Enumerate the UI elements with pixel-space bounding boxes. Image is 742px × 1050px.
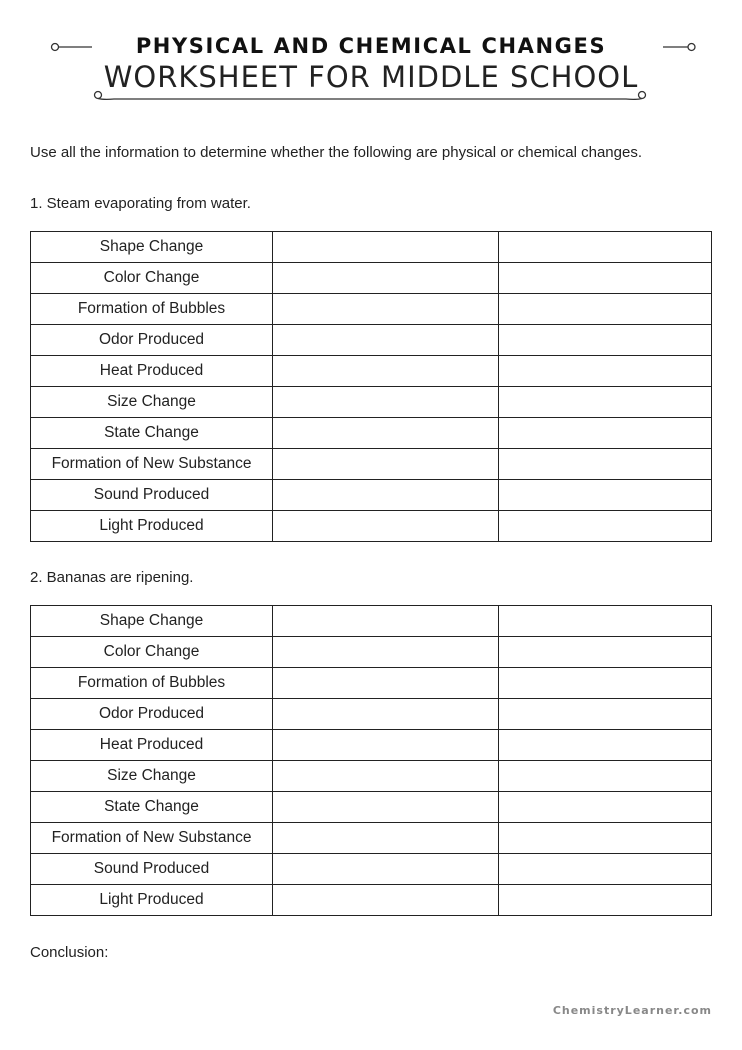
- table-row: [31, 418, 712, 449]
- question-1-table: [30, 231, 712, 542]
- answer-cell[interactable]: [273, 356, 499, 387]
- answer-cell[interactable]: [273, 668, 499, 699]
- criteria-label: Size Change: [31, 387, 273, 418]
- criteria-label: Shape Change: [31, 232, 273, 263]
- criteria-label: Formation of New Substance: [31, 823, 273, 854]
- answer-cell[interactable]: [499, 761, 712, 792]
- answer-cell[interactable]: [273, 294, 499, 325]
- criteria-label: Size Change: [31, 761, 273, 792]
- table-row: [31, 325, 712, 356]
- instructions-text: Use all the information to determine whether the following are physical or chemical changes.: [30, 144, 642, 161]
- answer-cell[interactable]: [273, 637, 499, 668]
- answer-cell[interactable]: [499, 480, 712, 511]
- table-row: [31, 606, 712, 637]
- criteria-label: Formation of New Substance: [31, 449, 273, 480]
- worksheet-title: PHYSICAL AND CHEMICAL CHANGES: [135, 34, 607, 58]
- criteria-label: Sound Produced: [31, 854, 273, 885]
- answer-cell[interactable]: [499, 511, 712, 542]
- answer-cell[interactable]: [499, 232, 712, 263]
- answer-cell[interactable]: [499, 325, 712, 356]
- conclusion-label: Conclusion:: [30, 944, 109, 961]
- table-row: [31, 356, 712, 387]
- answer-cell[interactable]: [499, 387, 712, 418]
- table-row: [31, 387, 712, 418]
- answer-cell[interactable]: [273, 232, 499, 263]
- answer-cell[interactable]: [273, 480, 499, 511]
- criteria-label: Color Change: [31, 637, 273, 668]
- answer-cell[interactable]: [273, 761, 499, 792]
- table-row: [31, 792, 712, 823]
- criteria-label: Shape Change: [31, 606, 273, 637]
- answer-cell[interactable]: [499, 418, 712, 449]
- table-row: [31, 699, 712, 730]
- answer-cell[interactable]: [499, 885, 712, 916]
- answer-cell[interactable]: [499, 294, 712, 325]
- answer-cell[interactable]: [273, 263, 499, 294]
- answer-cell[interactable]: [499, 699, 712, 730]
- question-2-table: [30, 605, 712, 916]
- answer-cell[interactable]: [499, 356, 712, 387]
- answer-cell[interactable]: [273, 823, 499, 854]
- criteria-label: State Change: [31, 792, 273, 823]
- question-2-prompt: 2. Bananas are ripening.: [30, 569, 194, 586]
- worksheet-subtitle: WORKSHEET FOR MIDDLE SCHOOL: [103, 60, 639, 94]
- site-watermark: ChemistryLearner.com: [552, 1004, 712, 1017]
- criteria-label: Odor Produced: [31, 699, 273, 730]
- answer-cell[interactable]: [273, 699, 499, 730]
- table-row: [31, 637, 712, 668]
- criteria-label: Sound Produced: [31, 480, 273, 511]
- criteria-label: State Change: [31, 418, 273, 449]
- answer-cell[interactable]: [273, 449, 499, 480]
- answer-cell[interactable]: [499, 730, 712, 761]
- answer-cell[interactable]: [499, 637, 712, 668]
- criteria-label: Color Change: [31, 263, 273, 294]
- table-row: [31, 730, 712, 761]
- answer-cell[interactable]: [273, 730, 499, 761]
- answer-cell[interactable]: [499, 792, 712, 823]
- table-row: [31, 823, 712, 854]
- answer-cell[interactable]: [273, 606, 499, 637]
- answer-cell[interactable]: [499, 854, 712, 885]
- table-row: [31, 232, 712, 263]
- answer-cell[interactable]: [273, 418, 499, 449]
- answer-cell[interactable]: [273, 885, 499, 916]
- criteria-label: Light Produced: [31, 511, 273, 542]
- table-row: [31, 511, 712, 542]
- answer-cell[interactable]: [273, 387, 499, 418]
- criteria-label: Formation of Bubbles: [31, 668, 273, 699]
- answer-cell[interactable]: [273, 854, 499, 885]
- criteria-label: Heat Produced: [31, 356, 273, 387]
- table-row: [31, 761, 712, 792]
- answer-cell[interactable]: [273, 792, 499, 823]
- table-row: [31, 668, 712, 699]
- table-row: [31, 294, 712, 325]
- question-1-prompt: 1. Steam evaporating from water.: [30, 195, 251, 212]
- answer-cell[interactable]: [499, 668, 712, 699]
- criteria-label: Heat Produced: [31, 730, 273, 761]
- criteria-label: Odor Produced: [31, 325, 273, 356]
- table-row: [31, 854, 712, 885]
- table-row: [31, 885, 712, 916]
- answer-cell[interactable]: [273, 325, 499, 356]
- table-row: [31, 480, 712, 511]
- answer-cell[interactable]: [499, 823, 712, 854]
- answer-cell[interactable]: [499, 263, 712, 294]
- answer-cell[interactable]: [499, 449, 712, 480]
- answer-cell[interactable]: [499, 606, 712, 637]
- criteria-label: Formation of Bubbles: [31, 294, 273, 325]
- table-row: [31, 449, 712, 480]
- answer-cell[interactable]: [273, 511, 499, 542]
- criteria-label: Light Produced: [31, 885, 273, 916]
- table-row: [31, 263, 712, 294]
